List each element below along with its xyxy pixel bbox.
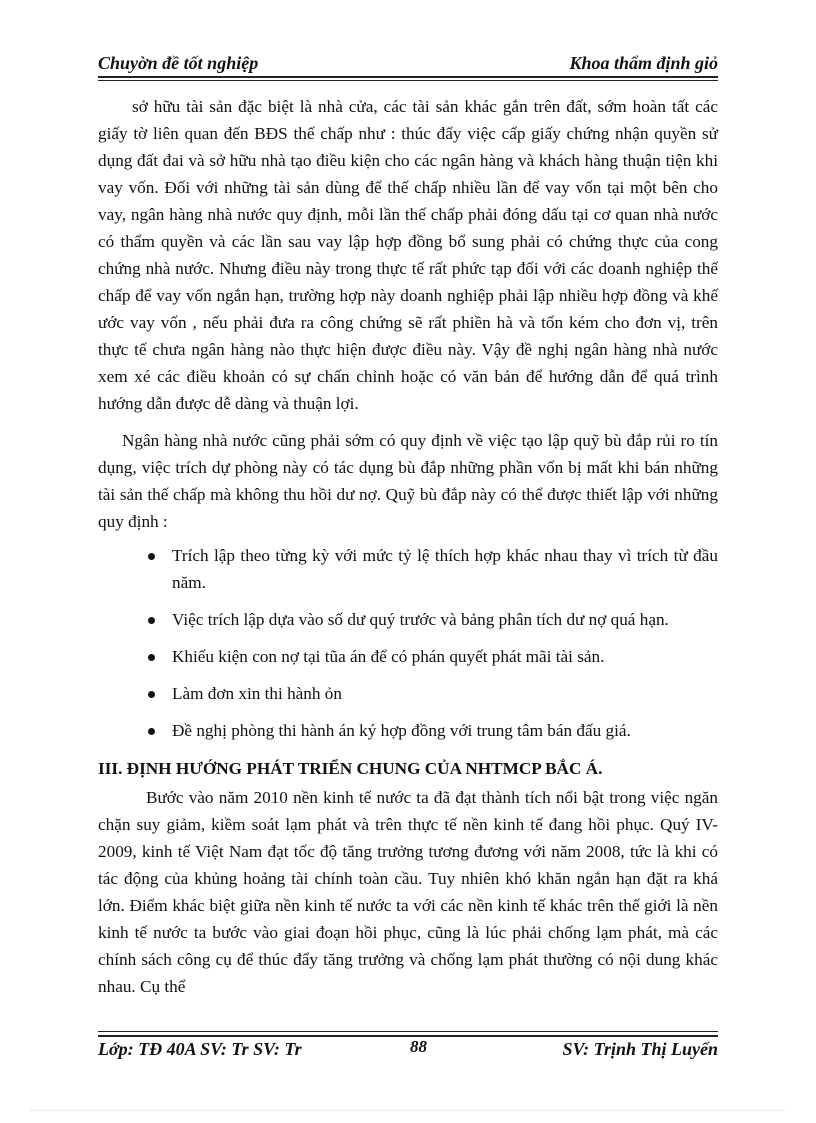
page-body <box>98 93 718 1000</box>
header-rule-thin <box>98 80 718 81</box>
bullet-icon <box>148 553 155 560</box>
page-header <box>98 46 718 74</box>
list-item-text: Làm đơn xin thi hành ỏn <box>172 684 342 703</box>
list-item-text: Khiếu kiện con nợ tại tũa án để có phán quyết phát mãi tài sản. <box>172 647 605 666</box>
paragraph: Ngân hàng nhà nước cũng phải sớm có quy định về việc tạo lập quỹ bù đắp rủi ro tín dụng, việc trích dự phòng này có tác dụng bù đắp những phần vốn bị mất khi bán những tài sản thế chấp mà không thu hồi dư nợ. Quỹ bù đắp này có thể được thiết lập với những quy định : <box>98 431 718 531</box>
list-item <box>98 680 718 707</box>
header-left-title: Chuyờn đề tốt nghiệp <box>98 53 259 73</box>
list-item <box>98 606 718 633</box>
list-item-text: Đề nghị phòng thi hành án ký hợp đồng với trung tâm bán đấu giá. <box>172 721 631 740</box>
footer-rule-thin <box>98 1031 718 1032</box>
bullet-icon <box>148 617 155 624</box>
list-item <box>98 542 718 596</box>
header-right-title: Khoa thẩm định giỏ <box>569 53 718 73</box>
bullet-icon <box>148 728 155 735</box>
list-item-text: Trích lập theo từng kỳ với mức tỷ lệ thích hợp khác nhau thay vì trích từ đầu năm. <box>172 546 718 592</box>
paragraph: sở hữu tài sản đặc biệt là nhà cửa, các tài sản khác gắn trên đất, sớm hoàn tất các giấy tờ liên quan đến BĐS thế chấp như : thúc đẩy việc cấp giấy chứng nhận quyền sử dụng đất đai và sở hữu nhà tạo điều kiện cho các ngân hàng và khách hàng thuận tiện khi vay vốn. Đối với những tài sản dùng để thế chấp nhiều lần để vay vốn tại một bên cho vay, ngân hàng nhà nước quy định, mỗi lần thế chấp phải đóng dấu tại cơ quan nhà nước có thẩm quyền và các lần sau vay lập hợp đồng bổ sung phải có chứng thực của cong chứng nhà nước. Nhưng điều này trong thực tế rất phức tạp đối với các doanh nghiệp thế chấp để vay vốn ngắn hạn, trường hợp này doanh nghiệp phải lập nhiều hợp đồng và khế ước vay vốn , nếu phải đưa ra công chứng sẽ rất phiền hà và tốn kém cho đơn vị, trên thực tế chưa ngân hàng nào thực hiện được điều này. Vậy đề nghị ngân hàng nhà nước xem xé các điều khoản có sự chấn chỉnh hoặc có văn bản để hướng dẫn để quá trình hướng dẫn được dễ dàng và thuận lợi. <box>98 97 718 413</box>
header-rule-thick <box>98 76 718 78</box>
section-heading: III. ĐỊNH HƯỚNG PHÁT TRIỂN CHUNG CỦA NHTMCP BẮC Á. <box>98 759 603 778</box>
list-item <box>98 643 718 670</box>
page-edge-divider <box>30 1110 786 1111</box>
footer-student-name: SV: Trịnh Thị Luyến <box>562 1039 718 1059</box>
bullet-list <box>98 542 718 744</box>
list-item-text: Việc trích lập dựa vào số dư quý trước và bảng phân tích dư nợ quá hạn. <box>172 610 669 629</box>
page-number: 88 <box>410 1037 427 1056</box>
list-item <box>98 717 718 744</box>
bullet-icon <box>148 691 155 698</box>
footer-class-info: Lớp: TĐ 40A SV: Tr SV: Tr <box>98 1039 302 1059</box>
paragraph: Bước vào năm 2010 nền kinh tế nước ta đã đạt thành tích nổi bật trong việc ngăn chặn suy giảm, kiềm soát lạm phát và trên thực tế nền kinh tế đang hồi phục. Quý IV- 2009, kinh tế Việt Nam đạt tốc độ tăng trưởng tương đương với năm 2008, tức là khi có tác động của khủng hoảng tài chính toàn cầu. Tuy nhiên khó khăn ngắn hạn đặt ra khá lớn. Điểm khác biệt giữa nền kinh tế nước ta với các nền kinh tế khác trên thế giới là nền kinh tế nước ta bước vào giai đoạn hồi phục, cũng là lúc phải chống lạm phát, mà các chính sách công cụ để thúc đẩy tăng trưởng và chống lạm phát thường có nội dung khác nhau. Cụ thể <box>98 788 718 996</box>
bullet-icon <box>148 654 155 661</box>
page-footer <box>98 1037 718 1065</box>
